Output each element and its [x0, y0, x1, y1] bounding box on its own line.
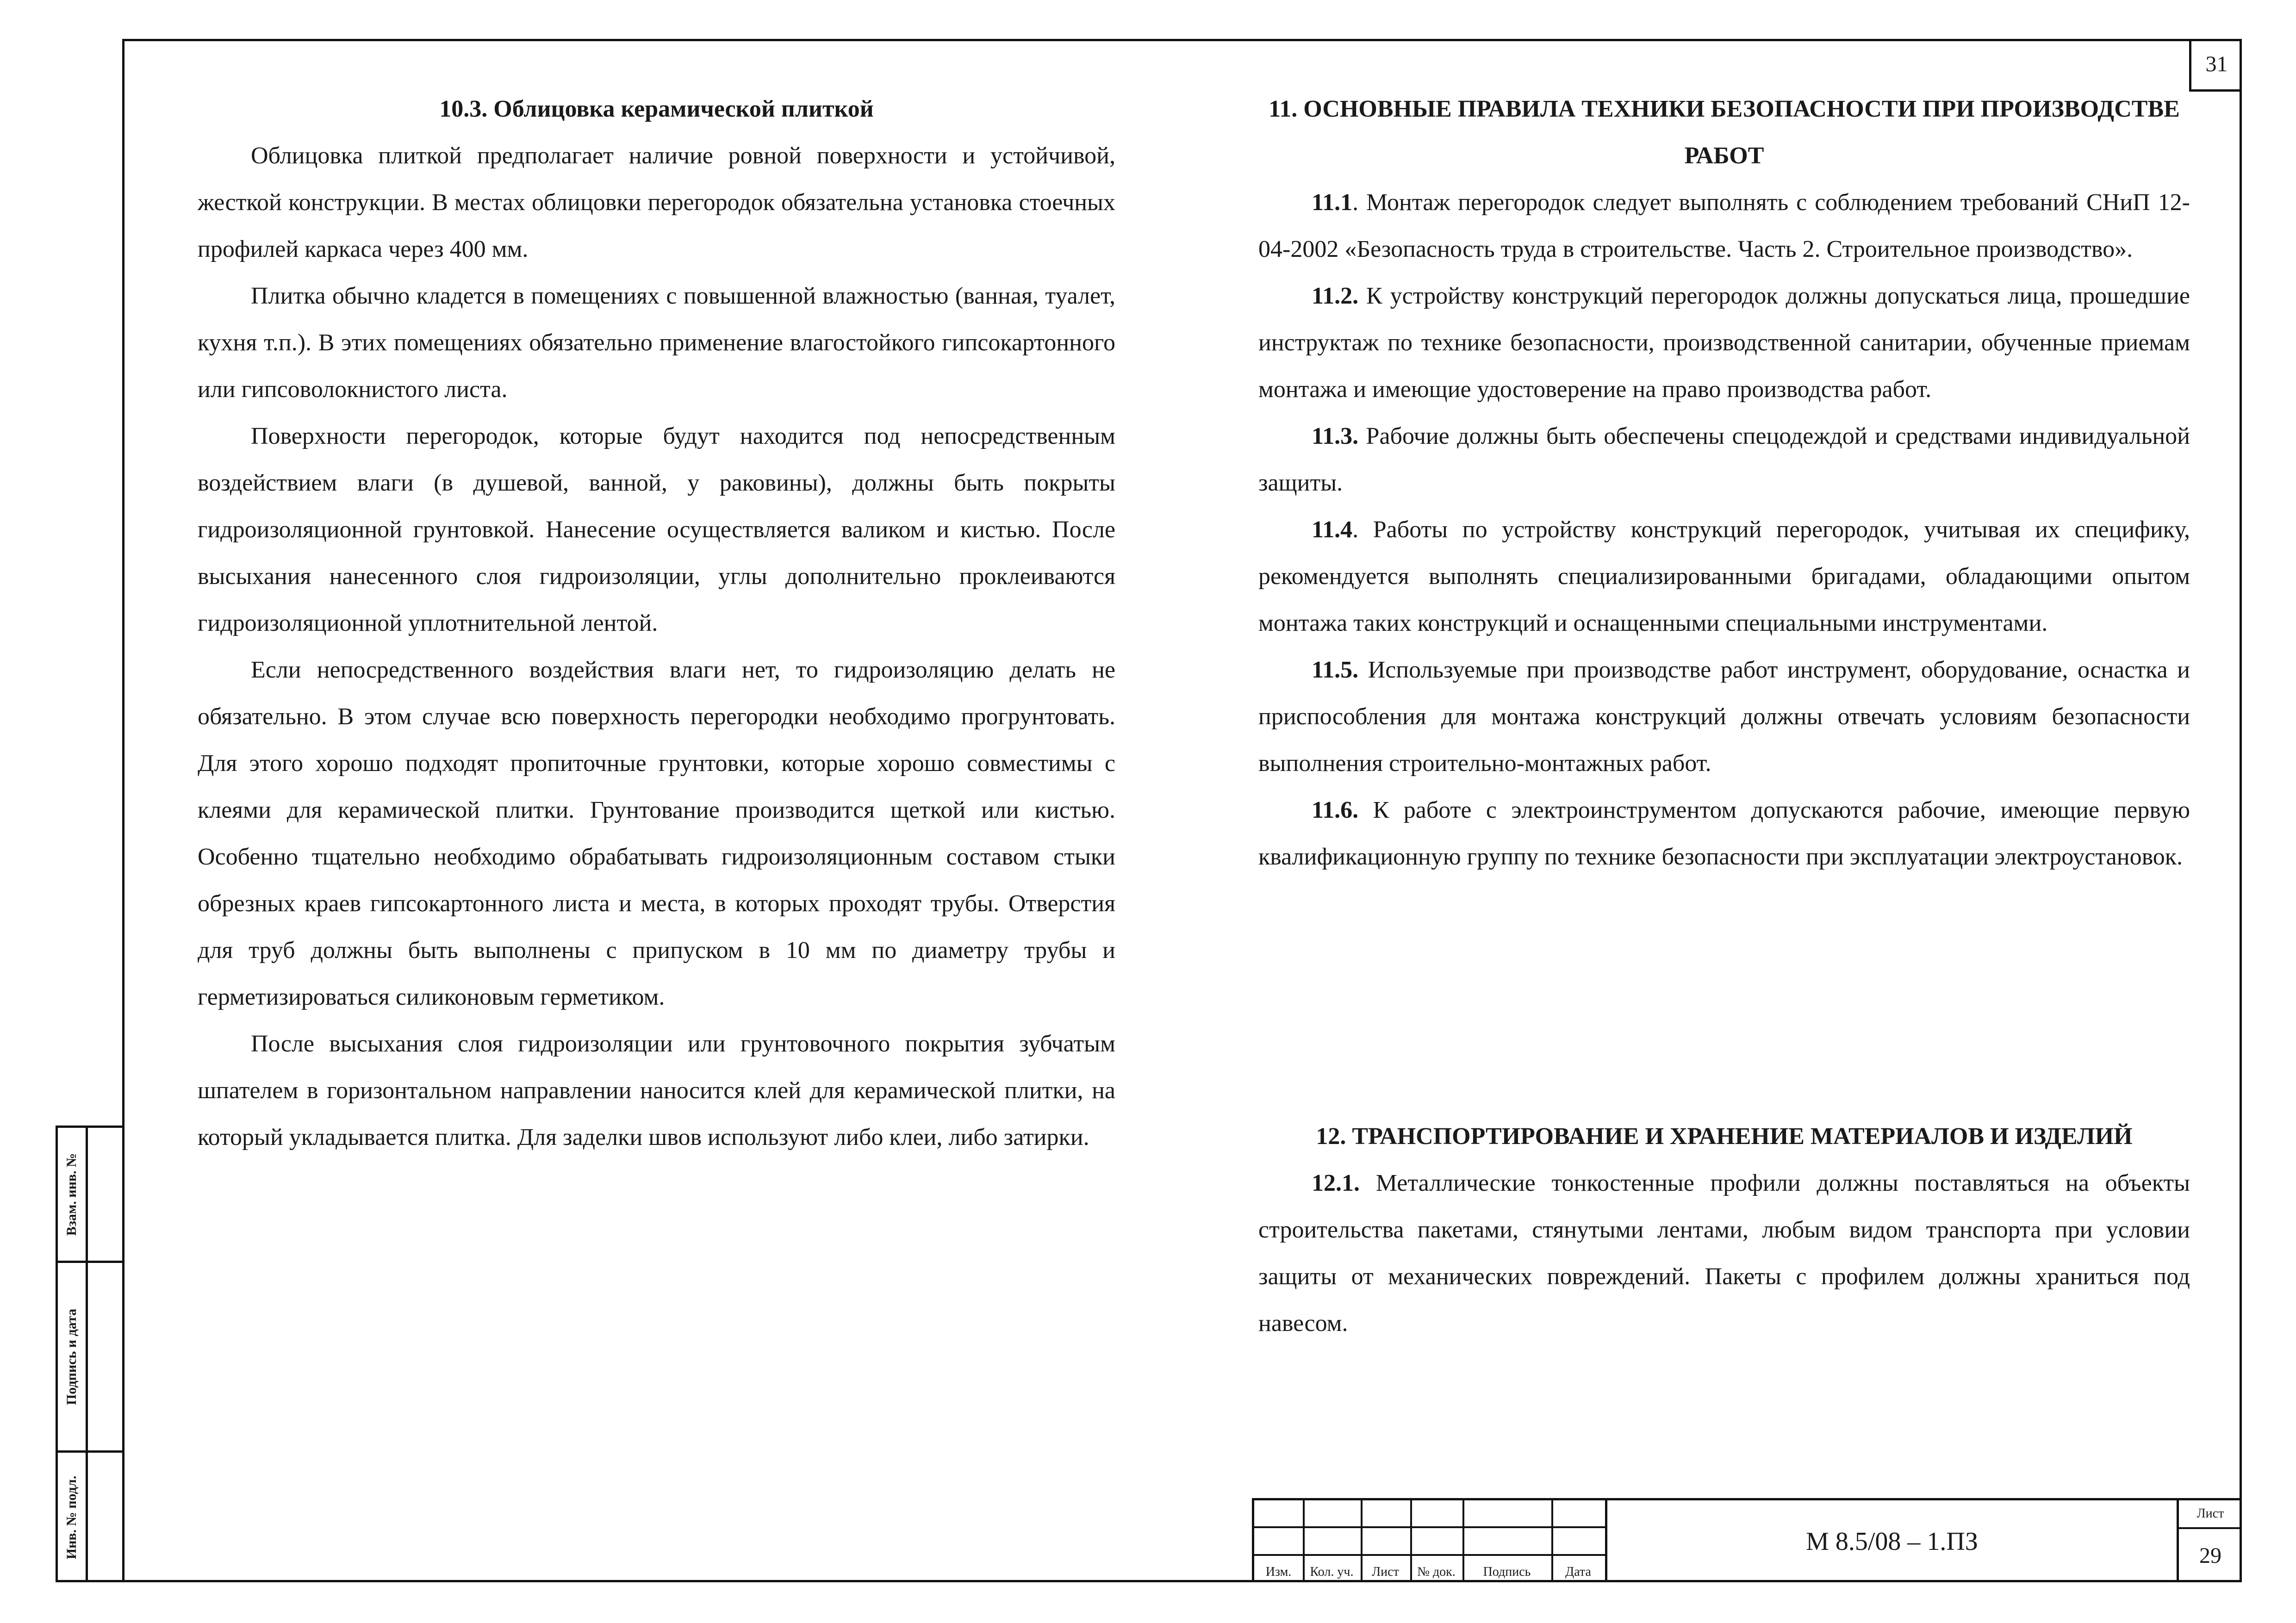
list-item: [1258, 413, 2190, 506]
strip-label: Подпись и дата: [64, 1308, 79, 1405]
title-main: [1605, 1498, 2242, 1582]
strip-cell-inventory: [58, 1453, 122, 1582]
item-number: 11.2.: [1312, 283, 1359, 309]
section-11: [1258, 86, 2190, 880]
paragraph: Облицовка плиткой предполагает наличие ровной поверхности и устойчивой, жесткой конструкции. В местах облицовки перегородок обязательна установка стоечных профилей каркаса через 400 мм.: [198, 143, 1115, 262]
section-11-heading: 11. ОСНОВНЫЕ ПРАВИЛА ТЕХНИКИ БЕЗОПАСНОСТИ ПРИ ПРОИЗВОДСТВЕ РАБОТ: [1269, 96, 2180, 169]
item-text: К работе с электроинструментом допускаются рабочие, имеющие первую квалификационную группу по технике безопасности при эксплуатации электроустановок.: [1258, 797, 2190, 870]
section-12-heading: 12. ТРАНСПОРТИРОВАНИЕ И ХРАНЕНИЕ МАТЕРИАЛОВ И ИЗДЕЛИЙ: [1316, 1123, 2133, 1150]
strip-label: Инв. № подл.: [64, 1475, 79, 1560]
column-label: Дата: [1565, 1565, 1591, 1579]
item-text: Металлические тонкостенные профили должны поставляться на объекты строительства пакетами, стянутыми лентами, любым видом транспорта при условии защиты от механических повреждений. Пакеты с профилем должны храниться под навесом.: [1258, 1170, 2190, 1337]
item-text: Используемые при производстве работ инструмент, оборудование, оснастка и приспособления для монтажа конструкций должны отвечать условиям безопасности выполнения строительно-монтажных работ.: [1258, 657, 2190, 777]
document-code: М 8.5/08 – 1.ПЗ: [1806, 1527, 1978, 1556]
list-item: [1258, 506, 2190, 647]
column-label: Кол. уч.: [1310, 1565, 1354, 1579]
item-text: Рабочие должны быть обеспечены спецодеждой и средствами индивидуальной защиты.: [1258, 423, 2190, 496]
revision-table: [1252, 1498, 1605, 1582]
paragraph: Если непосредственного воздействия влаги нет, то гидроизоляцию делать не обязательно. В этом случае всю поверхность перегородки необходимо прогрунтовать. Для этого хорошо подходят пропиточные грунтовки, которые хорошо совместимы с клеями для керамической плитки. Грунтование производится щеткой или кистью. Особенно тщательно необходимо обрабатывать гидроизоляционным составом стыки обрезных краев гипсокартонного листа и места, в которых проходят трубы. Отверстия для труб должны быть выполнены с припуском в 10 мм по диаметру трубы и герметизироваться силиконовым герметиком.: [198, 657, 1115, 1010]
item-text: К устройству конструкций перегородок должны допускаться лица, прошедшие инструктаж по технике безопасности, производственной санитарии, обученные приемам монтажа и имеющие удостоверение на право производства работ.: [1258, 283, 2190, 403]
section-10-3-heading: 10.3. Облицовка керамической плиткой: [439, 96, 874, 122]
paragraph: Плитка обычно кладется в помещениях с повышенной влажностью (ванная, туалет, кухня т.п.). В этих помещениях обязательно применение влагостойкого гипсокартонного или гипсоволокнистого листа.: [198, 283, 1115, 403]
item-number: 11.1: [1312, 189, 1353, 216]
item-number: 11.3.: [1312, 423, 1359, 449]
column-label: Изм.: [1265, 1565, 1292, 1579]
column-label: № док.: [1417, 1565, 1456, 1579]
item-text: . Работы по устройству конструкций перегородок, учитывая их специфику, рекомендуется выполнять специализированными бригадами, обладающими опытом монтажа таких конструкций и оснащенными специальными инструментами.: [1258, 516, 2190, 636]
column-label: Лист: [1372, 1565, 1399, 1579]
item-number: 11.6.: [1312, 797, 1359, 823]
list-item: [1258, 1160, 2190, 1347]
strip-cell-signature: [58, 1263, 122, 1453]
list-item: [1258, 273, 2190, 413]
strip-label: Взам. инв. №: [64, 1153, 80, 1236]
column-label: Подпись: [1483, 1565, 1531, 1579]
strip-cell-replacement: [58, 1128, 122, 1263]
side-stamp-strip: [56, 1126, 122, 1582]
paragraph: Поверхности перегородок, которые будут находится под непосредственным воздействием влаги (в душевой, ванной, у раковины), должны быть покрыты гидроизоляционной грунтовкой. Нанесение осуществляется валиком и кистью. После высыхания нанесенного слоя гидроизоляции, углы дополнительно проклеиваются гидроизоляционной уплотнительной лентой.: [198, 423, 1115, 636]
list-item: [1258, 647, 2190, 787]
item-number: 11.4: [1312, 516, 1353, 543]
sheet-number: 29: [2199, 1543, 2221, 1568]
page-number-top: 31: [2189, 39, 2242, 92]
item-number: 12.1.: [1312, 1170, 1360, 1196]
sheet-label: Лист: [2179, 1500, 2242, 1529]
list-item: [1258, 787, 2190, 880]
title-block: [1252, 1498, 2242, 1582]
section-12: [1258, 1113, 2190, 1347]
paragraph: После высыхания слоя гидроизоляции или грунтовочного покрытия зубчатым шпателем в горизонтальном направлении наносится клей для керамической плитки, на который укладывается плитка. Для заделки швов используют либо клеи, либо затирки.: [198, 1031, 1115, 1150]
left-column: [198, 86, 1115, 1161]
sheet-cell: [2177, 1500, 2242, 1582]
item-number: 11.5.: [1312, 657, 1359, 683]
item-text: . Монтаж перегородок следует выполнять с соблюдением требований СНиП 12-04-2002 «Безопасность труда в строительстве. Часть 2. Строительное производство».: [1258, 189, 2190, 262]
list-item: [1258, 179, 2190, 273]
